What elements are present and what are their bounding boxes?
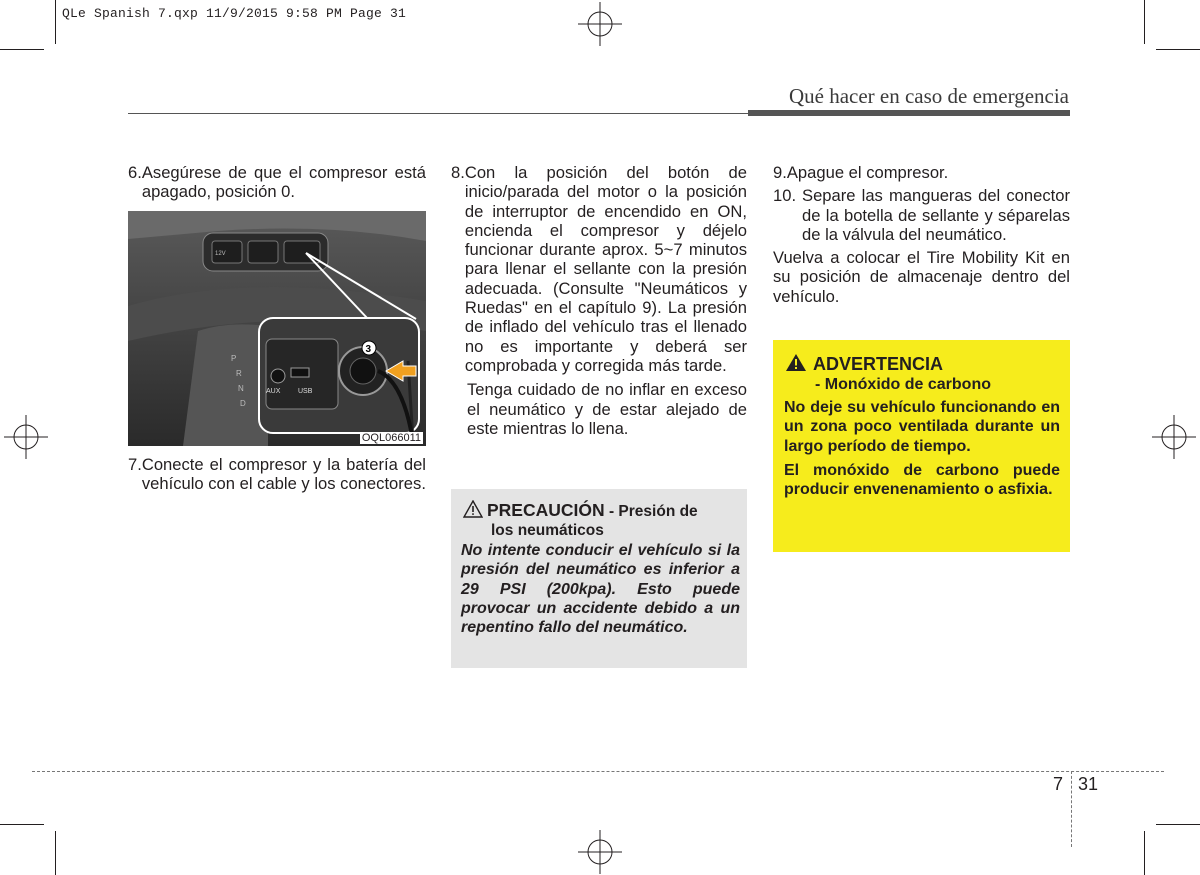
warning-triangle-icon <box>785 353 807 372</box>
step-8 <box>451 163 747 375</box>
footer-divider <box>1071 771 1072 847</box>
svg-text:P: P <box>231 354 237 363</box>
right-column <box>773 163 1070 306</box>
svg-text:D: D <box>240 399 246 408</box>
step-number: 6. <box>128 163 142 182</box>
left-column <box>128 163 426 202</box>
middle-column <box>451 163 747 438</box>
registration-mark-right <box>1152 415 1196 459</box>
step-8-note: Tenga cuidado de no inflar en exceso el neumático y de estar alejado de este mientras lo llena. <box>467 380 747 438</box>
warning-subtitle: - Monóxido de carbono <box>815 376 991 393</box>
section-title: Qué hacer en caso de emergencia <box>788 84 1069 108</box>
caution-heading <box>463 500 743 540</box>
step-number: 10. <box>773 186 797 206</box>
left-column-lower <box>128 455 426 494</box>
figure-compressor-connection <box>128 211 426 446</box>
header-rule-bar <box>748 110 1070 116</box>
step-10 <box>773 186 1070 244</box>
caution-subtitle-2: los neumáticos <box>491 522 604 539</box>
warning-paragraph-1: No deje su vehículo funcionando en un zona poco ventilada durante un largo período de tiempo. <box>784 399 1060 455</box>
step-text: Apague el compresor. <box>786 163 949 182</box>
caution-subtitle-1: - Presión de <box>604 503 698 520</box>
warning-body <box>784 398 1060 504</box>
warning-box <box>773 340 1070 552</box>
step-6 <box>128 163 426 202</box>
chapter-number: 7 <box>1053 774 1064 794</box>
step-7 <box>128 455 426 494</box>
registration-mark-bottom <box>578 830 622 874</box>
warning-heading <box>785 353 943 374</box>
warning-title: ADVERTENCIA <box>813 354 944 374</box>
step-9 <box>773 163 1070 182</box>
caution-box <box>451 489 747 668</box>
callout-number: 3 <box>365 344 372 355</box>
usb-port-label: USB <box>298 388 313 395</box>
registration-mark-left <box>4 415 48 459</box>
step-text: Asegúrese de que el compresor está apagado, posición 0. <box>141 163 426 202</box>
caution-title: PRECAUCIÓN <box>487 500 605 520</box>
svg-text:N: N <box>238 384 244 393</box>
step-number: 7. <box>128 455 142 474</box>
caution-body: No intente conducir el vehículo si la presión del neumático es inferior a 29 PSI (200kpa). Esto puede provocar un accidente debido a un repentino fallo del neumático. <box>461 542 740 637</box>
page-number: 31 <box>1078 774 1099 794</box>
header-rule <box>128 113 750 114</box>
footer-rule <box>32 771 1164 772</box>
step-8-note-wrap <box>451 380 747 438</box>
step-text: Conecte el compresor y la batería del vehículo con el cable y los conectores. <box>141 455 426 494</box>
aux-port-label: AUX <box>266 388 281 395</box>
step-number: 9. <box>773 163 787 182</box>
warning-paragraph-2: El monóxido de carbono puede producir envenenamiento o asfixia. <box>784 461 1060 499</box>
print-slug: QLe Spanish 7.qxp 11/9/2015 9:58 PM Page 31 <box>62 6 407 21</box>
warning-triangle-icon <box>463 500 483 518</box>
console-illustration <box>128 211 426 446</box>
step-number: 8. <box>451 163 465 182</box>
step-text: Separe las mangueras del conector de la botella de sellante y séparelas de la válvula del neumático. <box>802 186 1070 244</box>
storage-note: Vuelva a colocar el Tire Mobility Kit en su posición de almacenaje dentro del vehículo. <box>773 248 1070 306</box>
svg-text:R: R <box>236 369 242 378</box>
step-text: Con la posición del botón de inicio/parada del motor o la posición de interruptor de encendido en ON, encienda el compresor y déjelo funcionar durante aprox. 5~7 minutos para llenar el sellante con la presión adecuada. (Consulte "Neumáticos y Ruedas" en el capítulo 9). La presión de inflado del vehículo tras el llenado no es importante y deberá ser comprobada y corregida más tarde. <box>464 163 747 375</box>
power-port-label: 12V <box>215 251 226 257</box>
figure-label: OQL066011 <box>361 432 421 444</box>
registration-mark-top <box>578 2 622 46</box>
